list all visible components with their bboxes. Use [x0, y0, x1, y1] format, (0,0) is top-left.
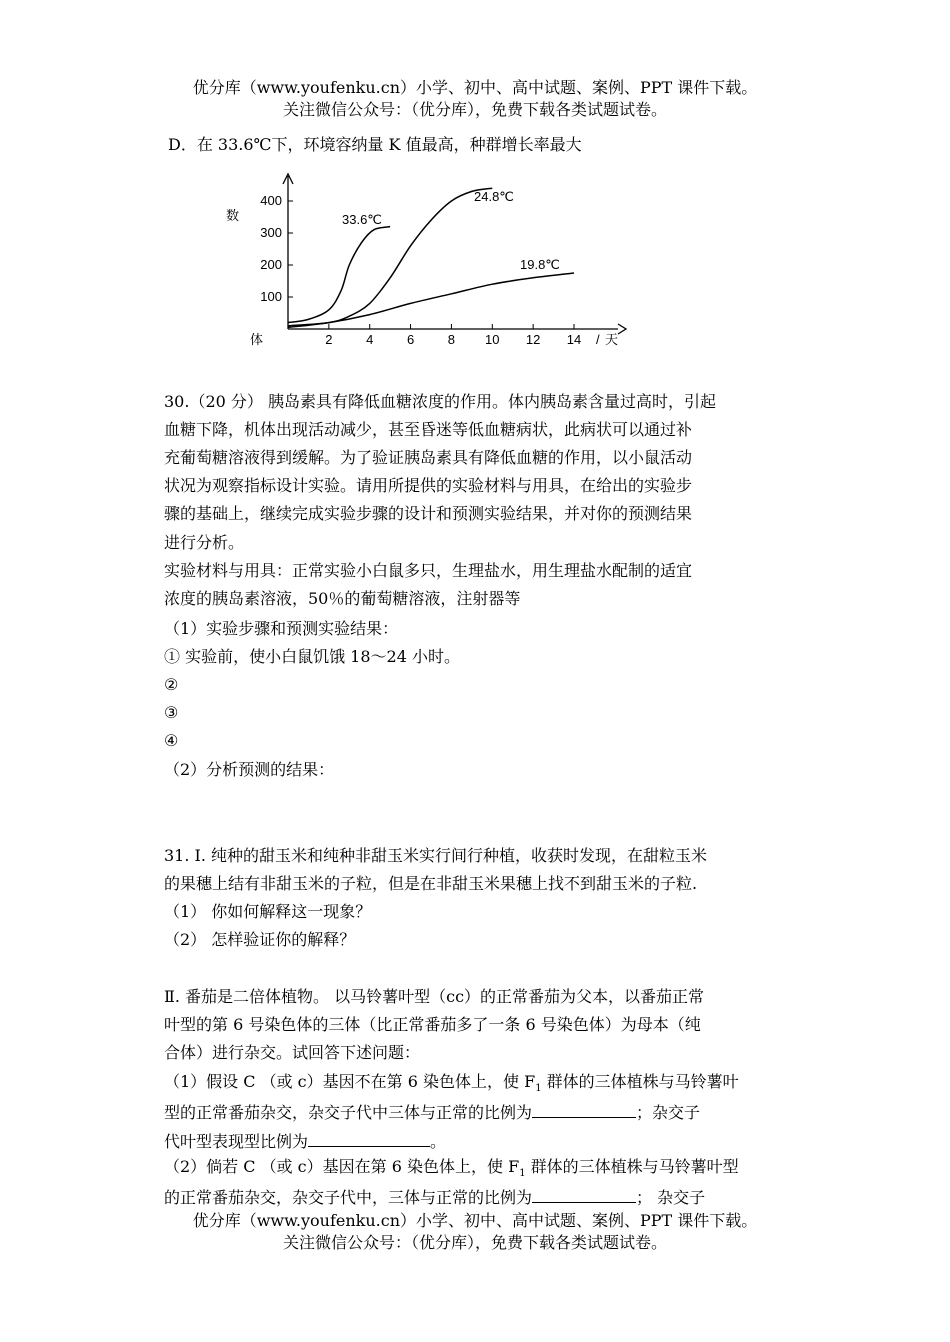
series-label: 24.8℃ — [474, 189, 514, 204]
y-tick-label: 300 — [260, 225, 282, 240]
q31-ii-sub1-line3: 代叶型表现型比例为 。 — [164, 1132, 447, 1151]
y-axis-label-bottom: 体 — [250, 332, 264, 347]
q30-line-8: 浓度的胰岛素溶液，50％的葡萄糖溶液，注射器等 — [164, 589, 521, 608]
q31-ii-line-3: 合体）进行杂交。试回答下述问题： — [164, 1043, 421, 1062]
q30-line-14: （2）分析预测的结果： — [164, 760, 335, 779]
q31-ii-line-2: 叶型的第 6 号染色体的三体（比正常番茄多了一条 6 号染色体）为母本（纯 — [164, 1015, 701, 1034]
q30-line-1: 30.（20 分） 胰岛素具有降低血糖浓度的作用。体内胰岛素含量过高时，引起 — [164, 392, 716, 411]
x-tick-label: 2 — [325, 332, 333, 347]
q30-line-11: ② — [164, 675, 179, 694]
x-tick-label: 6 — [406, 332, 415, 347]
population-growth-chart — [220, 168, 640, 353]
q30-line-10: ① 实验前，使小白鼠饥饿 18～24 小时。 — [164, 647, 460, 666]
footer-line-1: 优分库（www.youfenku.cn）小学、初中、高中试题、案例、PPT 课件下载。 — [192, 1211, 758, 1230]
q31-ii-sub1-line1: （1）假设 C （或 c）基因不在第 6 染色体上，使 $F_1$ 群体的三体植株与马铃薯叶 — [164, 1072, 739, 1095]
q31-ii-sub1-line2: 型的正常番茄杂交，杂交子代中三体与正常的比例为 ；杂交子 — [164, 1103, 701, 1122]
q30-line-4: 状况为观察指标设计实验。请用所提供的实验材料与用具，在给出的实验步 — [164, 476, 693, 495]
y-axis-label-top: 数 — [226, 208, 240, 223]
q30-line-3: 充葡萄糖溶液得到缓解。为了验证胰岛素具有降低血糖的作用，以小鼠活动 — [164, 448, 693, 467]
series-label: 19.8℃ — [520, 257, 560, 272]
header-line-1: 优分库（www.youfenku.cn）小学、初中、高中试题、案例、PPT 课件下载。 — [192, 78, 758, 97]
q31-ii-sub2-line1: （2）倘若 C （或 c）基因在第 6 染色体上，使 $F_1$ 群体的三体植株与马铃薯叶型 — [164, 1157, 739, 1180]
q30-line-13: ④ — [164, 731, 179, 750]
x-axis-label: 天 — [605, 332, 619, 347]
series-line-19.8C — [288, 273, 574, 327]
q31-i-line-3: （1） 你如何解释这一现象？ — [164, 902, 372, 921]
answer-blank-3[interactable] — [532, 1186, 636, 1203]
series-line-33.6C — [288, 227, 390, 323]
header-line-2: 关注微信公众号：（优分库），免费下载各类试题试卷。 — [282, 100, 667, 119]
q30-line-7: 实验材料与用具：正常实验小白鼠多只，生理盐水，用生理盐水配制的适宜 — [164, 561, 693, 580]
q30-line-12: ③ — [164, 703, 179, 722]
series-line-24.8C — [288, 188, 492, 326]
y-tick-label: 200 — [260, 257, 282, 272]
footer-line-2: 关注微信公众号：（优分库），免费下载各类试题试卷。 — [282, 1233, 667, 1252]
y-tick-label: 400 — [260, 193, 282, 208]
x-tick-label: 12 — [525, 332, 541, 347]
x-tick-label: 4 — [366, 332, 374, 347]
q31-i-line-1: 31. Ⅰ. 纯种的甜玉米和纯种非甜玉米实行间行种植，收获时发现，在甜粒玉米 — [164, 846, 708, 865]
q31-i-line-2: 的果穗上结有非甜玉米的子粒，但是在非甜玉米果穗上找不到甜玉米的子粒. — [164, 874, 698, 893]
answer-blank-2[interactable] — [308, 1130, 430, 1147]
q30-line-2: 血糖下降，机体出现活动减少，甚至昏迷等低血糖病状，此病状可以通过补 — [164, 420, 693, 439]
x-tick-label: 14 — [566, 332, 582, 347]
q31-i-line-4: （2） 怎样验证你的解释？ — [164, 930, 356, 949]
x-tick-label: 8 — [447, 332, 456, 347]
series-label: 33.6℃ — [342, 212, 382, 227]
answer-blank-1[interactable] — [532, 1101, 636, 1118]
x-tick-label: 10 — [485, 332, 500, 347]
q30-line-9: （1）实验步骤和预测实验结果： — [164, 619, 399, 638]
x-axis-slash: / — [596, 332, 600, 347]
x-axis-arrow — [618, 324, 626, 334]
q31-ii-line-1: Ⅱ. 番茄是二倍体植物。 以马铃薯叶型（cc）的正常番茄为父本，以番茄正常 — [164, 987, 705, 1006]
q30-line-5: 骤的基础上，继续完成实验步骤的设计和预测实验结果，并对你的预测结果 — [164, 504, 693, 523]
q31-ii-sub2-line2: 的正常番茄杂交，杂交子代中，三体与正常的比例为 ； 杂交子 — [164, 1188, 706, 1207]
y-tick-label: 100 — [260, 289, 282, 304]
q30-line-6: 进行分析。 — [164, 533, 245, 552]
option-d: D．在 33.6℃下，环境容纳量 K 值最高，种群增长率最大 — [168, 135, 582, 154]
